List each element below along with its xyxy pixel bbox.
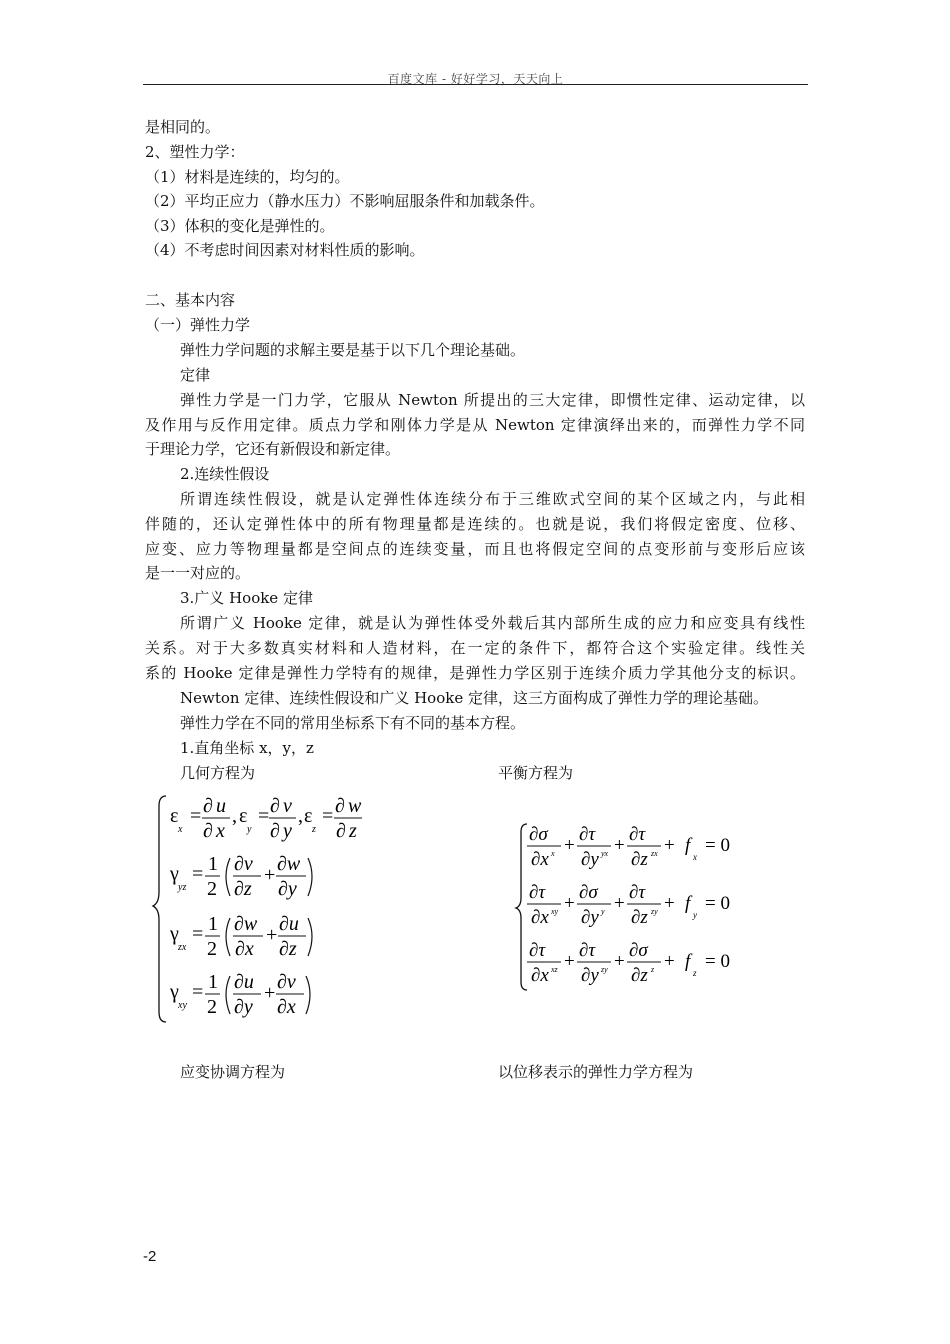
svg-text:f: f	[685, 835, 691, 856]
text-line: 于理论力学，它还有新假设和新定律。	[145, 440, 401, 458]
svg-text:x: x	[693, 852, 697, 862]
svg-text:∂τ: ∂τ	[579, 824, 596, 845]
svg-text:∂σ: ∂σ	[529, 824, 548, 845]
eps-z-symbol: ε	[304, 805, 313, 827]
svg-text:∂τ: ∂τ	[629, 824, 646, 845]
svg-text:∂y: ∂y	[581, 907, 599, 928]
svg-text:+: +	[564, 951, 575, 972]
eps-x-symbol: ε	[170, 805, 179, 827]
svg-text:∂z: ∂z	[631, 849, 648, 870]
text-line: 是一一对应的。	[145, 564, 251, 582]
svg-text:z: z	[651, 965, 655, 974]
text-line: 弹性力学是一门力学，它服从 Newton 所提出的三大定律，即惯性定律、运动定律，以	[180, 391, 805, 409]
svg-text:1: 1	[208, 913, 218, 935]
list-item: （2）平均正应力（静水压力）不影响屈服条件和加载条件。	[145, 192, 545, 210]
svg-text:+: +	[264, 864, 276, 886]
text-line: 所谓连续性假设，就是认定弹性体连续分布于三维欧式空间的某个区域之内，与此相	[180, 490, 805, 508]
svg-text:x: x	[551, 849, 555, 858]
svg-text:∂y: ∂y	[581, 965, 599, 986]
svg-text:∂τ: ∂τ	[629, 882, 646, 903]
svg-text:∂v: ∂v	[277, 971, 296, 993]
svg-text:∂σ: ∂σ	[629, 940, 648, 961]
svg-text:∂: ∂	[203, 820, 213, 842]
svg-text:∂u: ∂u	[279, 913, 299, 935]
svg-text:∂τ: ∂τ	[529, 940, 546, 961]
svg-text:+: +	[614, 893, 625, 914]
svg-text:∂z: ∂z	[631, 907, 648, 928]
svg-text:+: +	[664, 893, 675, 914]
svg-text:y: y	[693, 910, 697, 920]
svg-text:v: v	[283, 795, 292, 817]
svg-text:2: 2	[207, 938, 217, 960]
svg-text:f: f	[685, 893, 691, 914]
svg-text:∂: ∂	[270, 820, 280, 842]
svg-text:∂: ∂	[335, 795, 345, 817]
equilibrium-row	[527, 882, 730, 928]
svg-text:zy: zy	[601, 965, 608, 974]
svg-text:=: =	[258, 805, 270, 827]
displacement-equations-label: 以位移表示的弹性力学方程为	[498, 1063, 694, 1081]
subsection-heading: （一）弹性力学	[145, 316, 251, 334]
svg-text:=: =	[192, 923, 204, 945]
svg-text:∂z: ∂z	[234, 878, 252, 900]
svg-text:+: +	[614, 951, 625, 972]
svg-text:∂x: ∂x	[531, 965, 549, 986]
svg-text:zy: zy	[651, 907, 658, 916]
page-header: 百度文库 - 好好学习，天天向上	[387, 72, 564, 86]
svg-text:xz: xz	[551, 965, 558, 974]
svg-text:= 0: = 0	[705, 951, 730, 972]
header-rule	[143, 84, 808, 85]
svg-text:∂x: ∂x	[235, 938, 254, 960]
text-line: Newton 定律、连续性假设和广义 Hooke 定律，这三方面构成了弹性力学的理论基础。	[180, 689, 768, 707]
svg-text:1: 1	[208, 853, 218, 875]
svg-text:∂x: ∂x	[531, 907, 549, 928]
svg-text:yx: yx	[601, 849, 609, 858]
svg-text:∂z: ∂z	[631, 965, 648, 986]
eps-y-symbol: ε	[239, 805, 248, 827]
text-line: 伴随的，还认定弹性体中的所有物理量都是连续的。也就是说，我们将假定密度、位移、	[145, 515, 805, 533]
svg-text:∂w: ∂w	[234, 913, 258, 935]
svg-text:+: +	[266, 924, 278, 946]
text-line: 及作用与反作用定律。质点力学和刚体力学是从 Newton 定律演绎出来的，而弹性力学不同	[145, 416, 805, 434]
shear-strain-rows	[169, 853, 312, 1018]
svg-text:y: y	[601, 907, 605, 916]
svg-text:∂: ∂	[270, 795, 280, 817]
svg-text:= 0: = 0	[705, 893, 730, 914]
svg-text:xy: xy	[178, 1000, 187, 1011]
svg-text:∂y: ∂y	[581, 849, 599, 870]
item-heading: 3.广义 Hooke 定律	[180, 589, 313, 607]
page-number: -2	[143, 1248, 157, 1265]
svg-text:y: y	[283, 820, 292, 842]
equilibrium-row	[527, 824, 730, 870]
list-item: （3）体积的变化是弹性的。	[145, 217, 335, 235]
svg-text:∂σ: ∂σ	[579, 882, 598, 903]
svg-text:f: f	[685, 951, 691, 972]
left-brace	[516, 824, 527, 990]
svg-text:,: ,	[298, 805, 303, 827]
equilibrium-row	[527, 940, 730, 986]
svg-text:w: w	[348, 795, 362, 817]
svg-text:x: x	[216, 820, 225, 842]
svg-text:∂y: ∂y	[234, 996, 253, 1018]
svg-text:+: +	[614, 835, 625, 856]
left-brace	[153, 796, 166, 1022]
item-heading: 1.直角坐标 x，y，z	[180, 739, 314, 757]
svg-text:∂x: ∂x	[277, 996, 296, 1018]
svg-text:=: =	[190, 805, 202, 827]
svg-text:,: ,	[232, 805, 237, 827]
svg-text:x: x	[178, 824, 183, 835]
svg-text:+: +	[264, 982, 276, 1004]
text-line: 所谓广义 Hooke 定律，就是认为弹性体受外载后其内部所生成的应力和应变具有线性	[180, 614, 805, 632]
item-heading: 定律	[180, 366, 211, 384]
svg-text:=: =	[322, 805, 334, 827]
svg-text:γ: γ	[170, 863, 179, 885]
text-line: 系的 Hooke 定律是弹性力学特有的规律，是弹性力学区别于连续介质力学其他分支的标识。	[145, 664, 805, 682]
svg-text:∂τ: ∂τ	[579, 940, 596, 961]
svg-text:2: 2	[207, 996, 217, 1018]
svg-text:1: 1	[208, 971, 218, 993]
text-line: 关系。对于大多数真实材料和人造材料，在一定的条件下，都符合这个实验定律。线性关	[145, 639, 805, 657]
svg-text:+: +	[664, 951, 675, 972]
geometric-equations-label: 几何方程为	[180, 764, 256, 782]
text-line: 是相同的。	[145, 118, 221, 136]
svg-text:2: 2	[207, 878, 217, 900]
list-item: （1）材料是连续的，均匀的。	[145, 168, 350, 186]
svg-text:yz: yz	[178, 882, 187, 893]
svg-text:+: +	[664, 835, 675, 856]
svg-text:xy: xy	[551, 907, 559, 916]
item-heading: 2.连续性假设	[180, 465, 270, 483]
svg-text:= 0: = 0	[705, 835, 730, 856]
svg-text:∂y: ∂y	[278, 878, 297, 900]
svg-text:z: z	[693, 968, 697, 978]
svg-text:∂u: ∂u	[234, 971, 254, 993]
svg-text:∂: ∂	[203, 795, 213, 817]
svg-text:γ: γ	[170, 923, 179, 945]
svg-text:∂z: ∂z	[279, 938, 297, 960]
equilibrium-equations-label: 平衡方程为	[498, 764, 574, 782]
text-line: 弹性力学在不同的常用坐标系下有不同的基本方程。	[180, 714, 526, 732]
svg-text:∂v: ∂v	[234, 853, 253, 875]
compatibility-equations-label: 应变协调方程为	[180, 1063, 286, 1081]
svg-text:zx: zx	[651, 849, 658, 858]
svg-text:=: =	[192, 863, 204, 885]
svg-text:∂τ: ∂τ	[529, 882, 546, 903]
section-heading: 二、基本内容	[145, 291, 236, 309]
text-line: 弹性力学问题的求解主要是基于以下几个理论基础。	[180, 341, 526, 359]
svg-text:y: y	[247, 824, 252, 835]
svg-text:z: z	[349, 820, 357, 842]
text-line: 应变、应力等物理量都是空间点的连续变量，而且也将假定空间的点变形前与变形后应该	[145, 540, 805, 558]
svg-text:∂: ∂	[336, 820, 346, 842]
svg-text:+: +	[564, 835, 575, 856]
svg-text:u: u	[216, 795, 226, 817]
svg-text:∂w: ∂w	[277, 853, 301, 875]
section-heading: 2、塑性力学：	[145, 143, 245, 161]
equilibrium-equations	[515, 820, 755, 1005]
svg-text:+: +	[564, 893, 575, 914]
geometric-equations	[150, 792, 410, 1037]
svg-text:zx: zx	[178, 942, 187, 953]
svg-text:z: z	[312, 824, 316, 835]
svg-text:=: =	[192, 981, 204, 1003]
svg-text:∂x: ∂x	[531, 849, 549, 870]
list-item: （4）不考虑时间因素对材料性质的影响。	[145, 241, 425, 259]
svg-text:γ: γ	[170, 981, 179, 1003]
